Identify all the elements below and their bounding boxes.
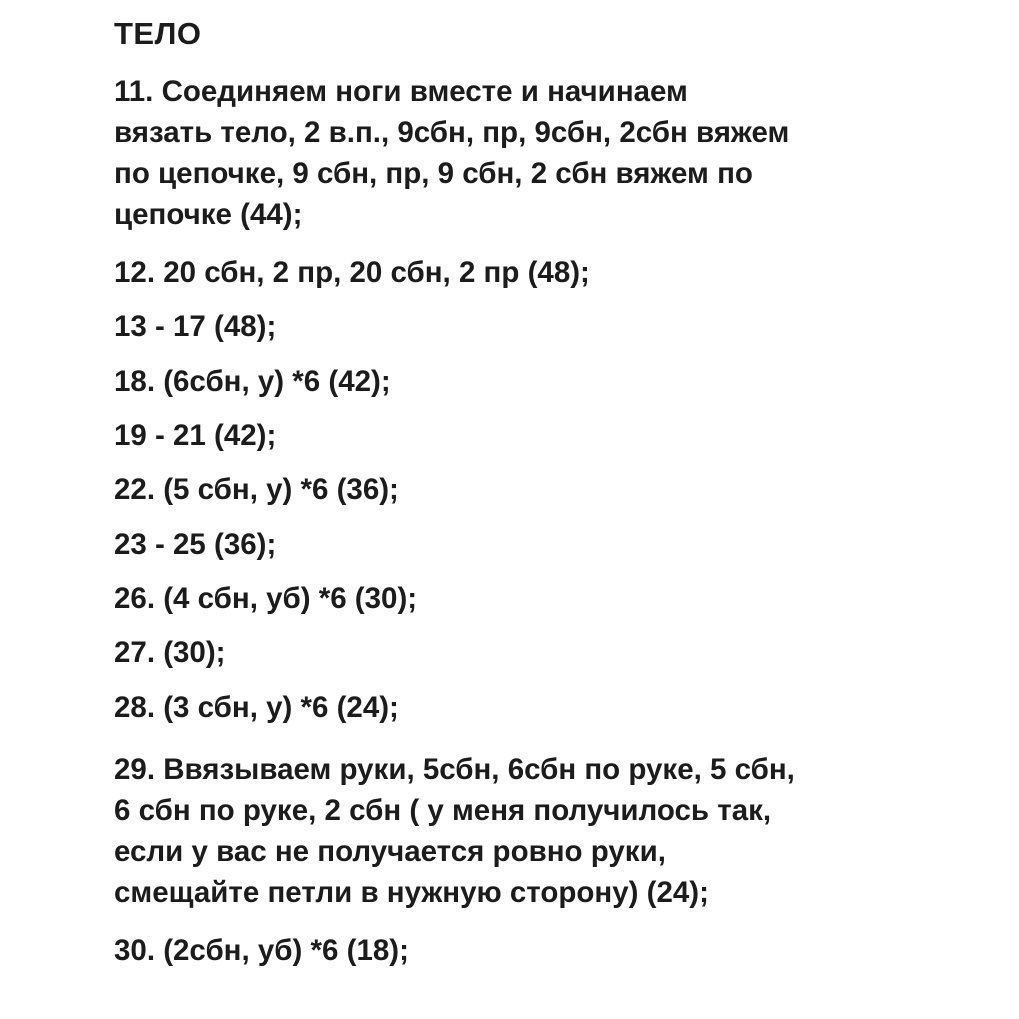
instruction-line: 18. (6сбн, у) *6 (42); xyxy=(114,365,391,398)
instruction-line: 6 сбн по руке, 2 сбн ( у меня получилось так, xyxy=(114,794,772,827)
instruction-row-28 xyxy=(114,687,399,728)
instruction-row-18 xyxy=(114,361,391,402)
instruction-row-13-17 xyxy=(114,306,276,347)
instruction-row-27 xyxy=(114,632,226,673)
instruction-row-12 xyxy=(114,252,590,293)
instruction-row-26 xyxy=(114,578,417,619)
instruction-line: если у вас не получается ровно руки, xyxy=(114,835,666,868)
instruction-line: цепочке (44); xyxy=(114,198,303,231)
instruction-line: 26. (4 сбн, уб) *6 (30); xyxy=(114,582,418,615)
instruction-row-11 xyxy=(114,71,789,235)
instruction-row-29 xyxy=(114,749,795,913)
instruction-row-19-21 xyxy=(114,415,276,456)
instruction-line: вязать тело, 2 в.п., 9сбн, пр, 9сбн, 2сбн вяжем xyxy=(114,116,790,149)
instruction-line: 19 - 21 (42); xyxy=(114,419,277,452)
instruction-line: 12. 20 сбн, 2 пр, 20 сбн, 2 пр (48); xyxy=(114,256,590,289)
instruction-line: 23 - 25 (36); xyxy=(114,528,277,561)
instruction-line: 29. Ввязываем руки, 5сбн, 6сбн по руке, 5 сбн, xyxy=(114,753,795,786)
instruction-line: по цепочке, 9 сбн, пр, 9 сбн, 2 сбн вяжем по xyxy=(114,157,753,190)
instruction-row-23-25 xyxy=(114,524,276,565)
instruction-row-22 xyxy=(114,469,399,510)
instruction-line: 27. (30); xyxy=(114,636,226,669)
instruction-line: 11. Соединяем ноги вместе и начинаем xyxy=(114,75,688,108)
instruction-line: 28. (3 сбн, у) *6 (24); xyxy=(114,691,399,724)
instruction-line: 30. (2сбн, уб) *6 (18); xyxy=(114,934,409,967)
instruction-line: 22. (5 сбн, у) *6 (36); xyxy=(114,473,399,506)
instruction-line: смещайте петли в нужную сторону) (24); xyxy=(114,876,709,909)
instruction-row-30 xyxy=(114,930,409,971)
instruction-line: 13 - 17 (48); xyxy=(114,310,277,343)
section-heading: ТЕЛО xyxy=(114,16,202,51)
